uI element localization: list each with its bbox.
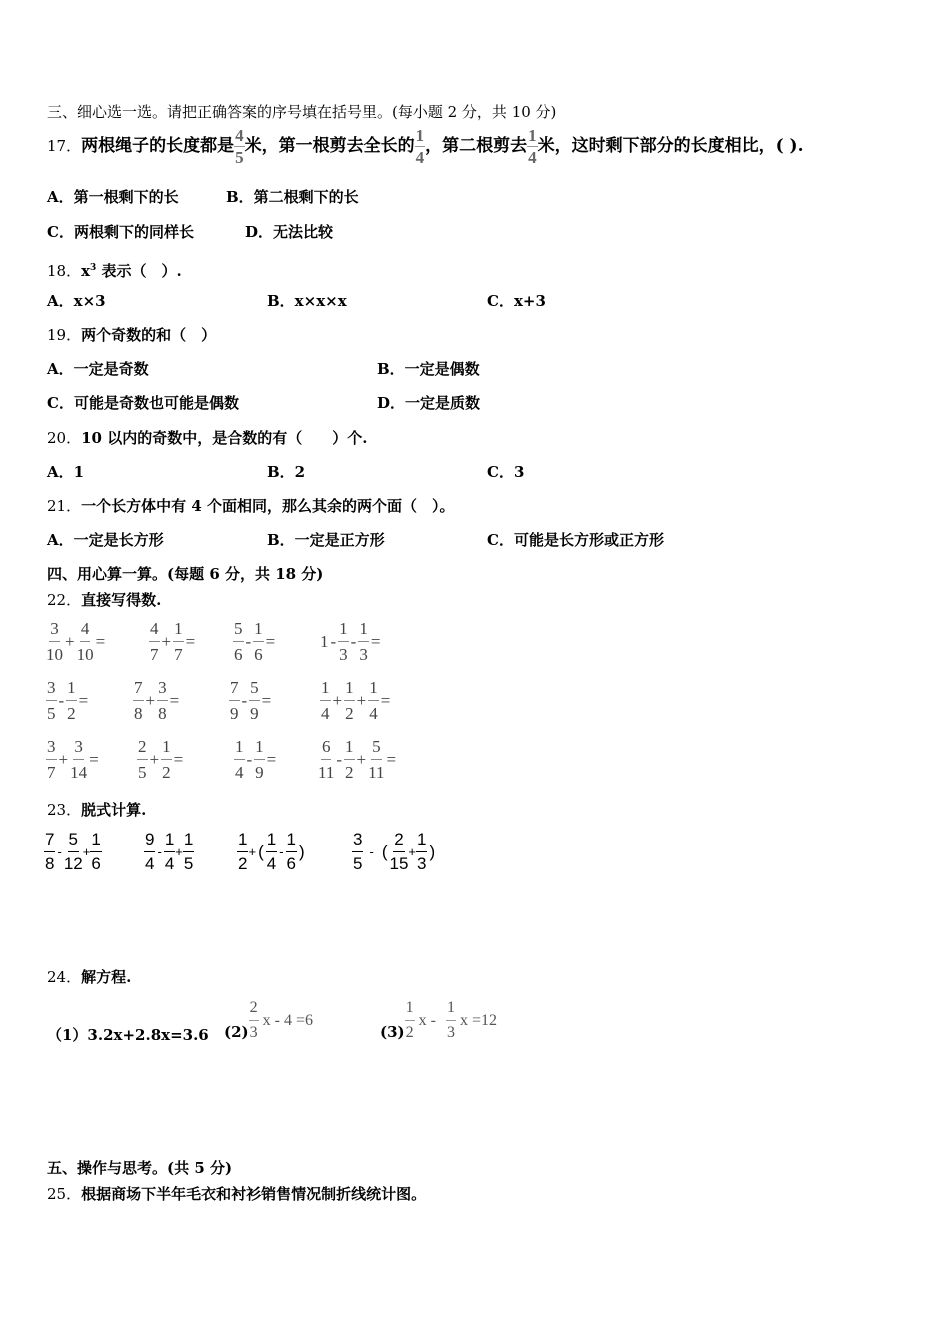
q21-text: 一个长方体中有 4 个面相同，那么其余的两个面（ ）。 <box>81 497 455 515</box>
q17-option-a[interactable]: A．第一根剩下的长 <box>47 188 179 206</box>
q19-option-d[interactable]: D．一定是质数 <box>377 394 481 412</box>
question-25 <box>47 1184 426 1204</box>
q23-expression-4: $\frac{3}{5}$ - ( $\frac{2}{15}$ + $\frac{1}{3}$ ) <box>353 830 436 873</box>
q23-expression-1: $\frac{7}{8}$ - $\frac{5}{12}$ + $\frac{1}{6}$ <box>45 830 101 873</box>
question-21 <box>47 496 454 516</box>
section-4-title: 四、用心算一算。(每题 6 分，共 18 分) <box>47 565 324 583</box>
q20-option-b[interactable]: B．2 <box>267 463 306 481</box>
q19-text: 两个奇数的和（ ） <box>81 326 217 344</box>
q24-equation-2: (2) $\frac{2}{3}$ x - 4 =6 <box>224 999 313 1041</box>
question-22 <box>47 590 161 610</box>
q24-equation-1: （1）3.2x+2.8x=3.6 <box>47 1026 209 1044</box>
calc-r3-1: $\frac{3}{7}$ + $\frac{3}{14}$ = <box>47 737 99 782</box>
section-5-title: 五、操作与思考。(共 5 分) <box>47 1159 233 1177</box>
question-23 <box>47 800 146 820</box>
q19-option-c[interactable]: C．可能是奇数也可能是偶数 <box>47 394 239 412</box>
q17-fraction-2: $\frac{1}{4}$ <box>415 125 425 167</box>
calc-r2-3: $\frac{7}{9}$ - $\frac{5}{9}$ = <box>230 678 272 723</box>
calc-r1-2: $\frac{4}{7}$ + $\frac{1}{7}$ = <box>150 619 196 664</box>
q18-exponent: 3 <box>90 263 97 273</box>
q21-number: 21． <box>47 497 82 515</box>
q20-option-c[interactable]: C．3 <box>487 463 525 481</box>
q17-text-3: ，第二根剪去 <box>425 136 528 156</box>
q18-option-a[interactable]: A．x×3 <box>47 292 106 310</box>
question-20 <box>47 428 367 448</box>
q19-option-a[interactable]: A．一定是奇数 <box>47 360 149 378</box>
calc-r2-4: $\frac{1}{4}$ + $\frac{1}{2}$ + $\frac{1}{4}$ = <box>321 678 391 723</box>
q24-text: 解方程. <box>81 968 132 986</box>
q23-expression-2: $\frac{9}{4}$ - $\frac{1}{4}$ + $\frac{1}{5}$ <box>145 830 194 873</box>
q21-option-c[interactable]: C．可能是长方形或正方形 <box>487 531 664 549</box>
calc-r2-1: $\frac{3}{5}$ - $\frac{1}{2}$ = <box>47 678 89 723</box>
q19-number: 19． <box>47 326 82 344</box>
calc-r1-4: 1 - $\frac{1}{3}$ - $\frac{1}{3}$ = <box>320 619 381 664</box>
q18-number: 18． <box>47 262 82 280</box>
calc-r3-4: $\frac{6}{11}$ - $\frac{1}{2}$ + $\frac{5}{11}$ = <box>318 737 397 782</box>
calc-r1-3: $\frac{5}{6}$ - $\frac{1}{6}$ = <box>234 619 276 664</box>
q17-text-2: 米，第一根剪去全长的 <box>244 136 415 156</box>
q20-number: 20． <box>47 429 82 447</box>
q17-fraction-3: $\frac{1}{4}$ <box>528 125 537 167</box>
q25-number: 25． <box>47 1185 82 1203</box>
section-3-title: 三、细心选一选。请把正确答案的序号填在括号里。(每小题 2 分，共 10 分) <box>47 103 557 121</box>
q22-number: 22． <box>47 591 82 609</box>
q20-option-a[interactable]: A．1 <box>47 463 85 481</box>
q17-option-c[interactable]: C．两根剩下的同样长 <box>47 223 194 241</box>
q22-text: 直接写得数. <box>81 591 162 609</box>
question-18 <box>47 258 182 281</box>
q17-option-d[interactable]: D．无法比较 <box>245 223 334 241</box>
q17-fraction-1: $\frac{4}{5}$ <box>235 125 244 167</box>
q25-text: 根据商场下半年毛衣和衬衫销售情况制折线统计图。 <box>81 1185 427 1203</box>
question-19 <box>47 325 216 345</box>
q23-expression-3: $\frac{1}{2}$ + ( $\frac{1}{4}$ - $\frac{1}{6}$ ) <box>238 830 305 873</box>
q18-text: 表示（ ）. <box>96 262 182 280</box>
q17-option-b[interactable]: B．第二根剩下的长 <box>226 188 359 206</box>
calc-r3-2: $\frac{2}{5}$ + $\frac{1}{2}$ = <box>138 737 184 782</box>
question-17 <box>47 124 804 168</box>
q24-number: 24． <box>47 968 82 986</box>
q20-text: 10 以内的奇数中，是合数的有（ ）个. <box>81 429 368 447</box>
calc-r2-2: $\frac{7}{8}$ + $\frac{3}{8}$ = <box>134 678 180 723</box>
q18-base: x <box>81 262 91 280</box>
calc-r3-3: $\frac{1}{4}$ - $\frac{1}{9}$ = <box>235 737 277 782</box>
q23-text: 脱式计算. <box>81 801 147 819</box>
q17-number: 17． <box>47 137 82 155</box>
q18-option-c[interactable]: C．x+3 <box>487 292 546 310</box>
calc-r1-1: $\frac{3}{10}$ + $\frac{4}{10}$ = <box>46 619 106 664</box>
q19-option-b[interactable]: B．一定是偶数 <box>377 360 480 378</box>
q23-number: 23． <box>47 801 82 819</box>
q21-option-b[interactable]: B．一定是正方形 <box>267 531 385 549</box>
q24-equation-3: (3) $\frac{1}{2}$ x - $\frac{1}{3}$ x =12 <box>380 999 497 1041</box>
question-24 <box>47 967 131 987</box>
q17-text-1: 两根绳子的长度都是 <box>81 136 235 156</box>
q18-option-b[interactable]: B．x×x×x <box>267 292 347 310</box>
q17-text-4: 米，这时剩下部分的长度相比，( ). <box>537 136 804 156</box>
q21-option-a[interactable]: A．一定是长方形 <box>47 531 164 549</box>
